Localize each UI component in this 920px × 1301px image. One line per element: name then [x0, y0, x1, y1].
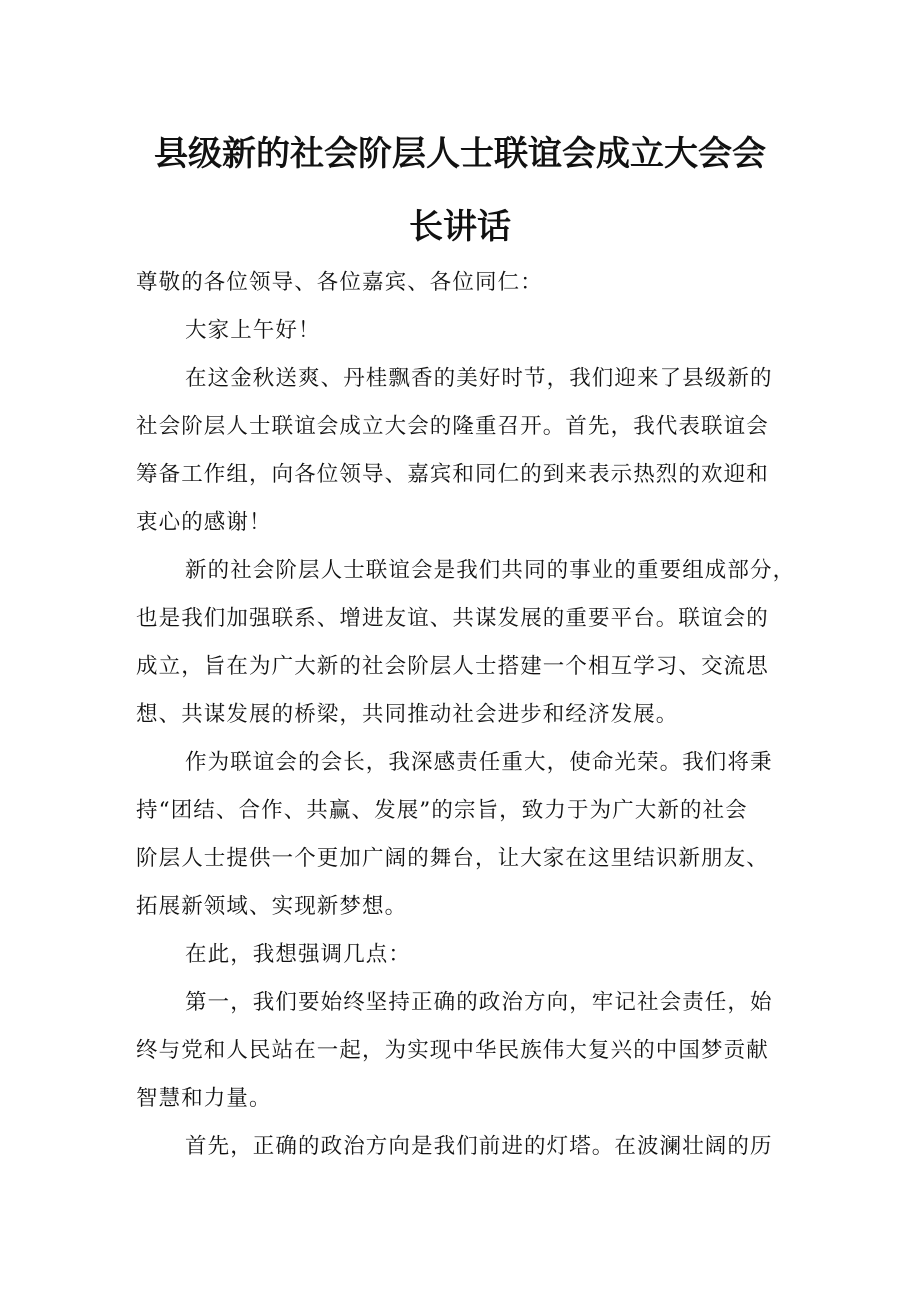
paragraph-line: 首先，正确的政治方向是我们前进的灯塔。在波澜壮阔的历	[185, 1134, 773, 1159]
paragraph-line: 拓展新领域、实现新梦想。	[136, 894, 408, 919]
paragraph-line: 在这金秋送爽、丹桂飘香的美好时节，我们迎来了县级新的	[185, 366, 773, 391]
greeting: 大家上午好！	[185, 318, 321, 343]
document-title-line-1: 县级新的社会阶层人士联谊会成立大会会	[154, 134, 766, 174]
paragraph-line: 想、共谋发展的桥梁，共同推动社会进步和经济发展。	[136, 702, 679, 727]
paragraph-line: 终与党和人民站在一起，为实现中华民族伟大复兴的中国梦贡献	[136, 1038, 769, 1063]
paragraph-line: 新的社会阶层人士联谊会是我们共同的事业的重要组成部分，	[185, 558, 796, 583]
paragraph-line: 筹备工作组，向各位领导、嘉宾和同仁的到来表示热烈的欢迎和	[136, 462, 769, 487]
salutation: 尊敬的各位领导、各位嘉宾、各位同仁：	[136, 270, 543, 295]
document-title-line-2: 长讲话	[409, 207, 511, 247]
paragraph-line: 持“团结、合作、共赢、发展”的宗旨，致力于为广大新的社会	[136, 798, 748, 823]
paragraph-line: 阶层人士提供一个更加广阔的舞台，让大家在这里结识新朋友、	[136, 846, 769, 871]
paragraph-line: 衷心的感谢！	[136, 510, 272, 535]
paragraph-line: 第一，我们要始终坚持正确的政治方向，牢记社会责任，始	[185, 990, 773, 1015]
paragraph-line: 在此，我想强调几点：	[185, 942, 412, 967]
paragraph-line: 作为联谊会的会长，我深感责任重大，使命光荣。我们将秉	[185, 750, 773, 775]
paragraph-line: 社会阶层人士联谊会成立大会的隆重召开。首先，我代表联谊会	[136, 414, 769, 439]
paragraph-line: 智慧和力量。	[136, 1086, 272, 1111]
paragraph-line: 也是我们加强联系、增进友谊、共谋发展的重要平台。联谊会的	[136, 606, 769, 631]
paragraph-line: 成立，旨在为广大新的社会阶层人士搭建一个相互学习、交流思	[136, 654, 769, 679]
